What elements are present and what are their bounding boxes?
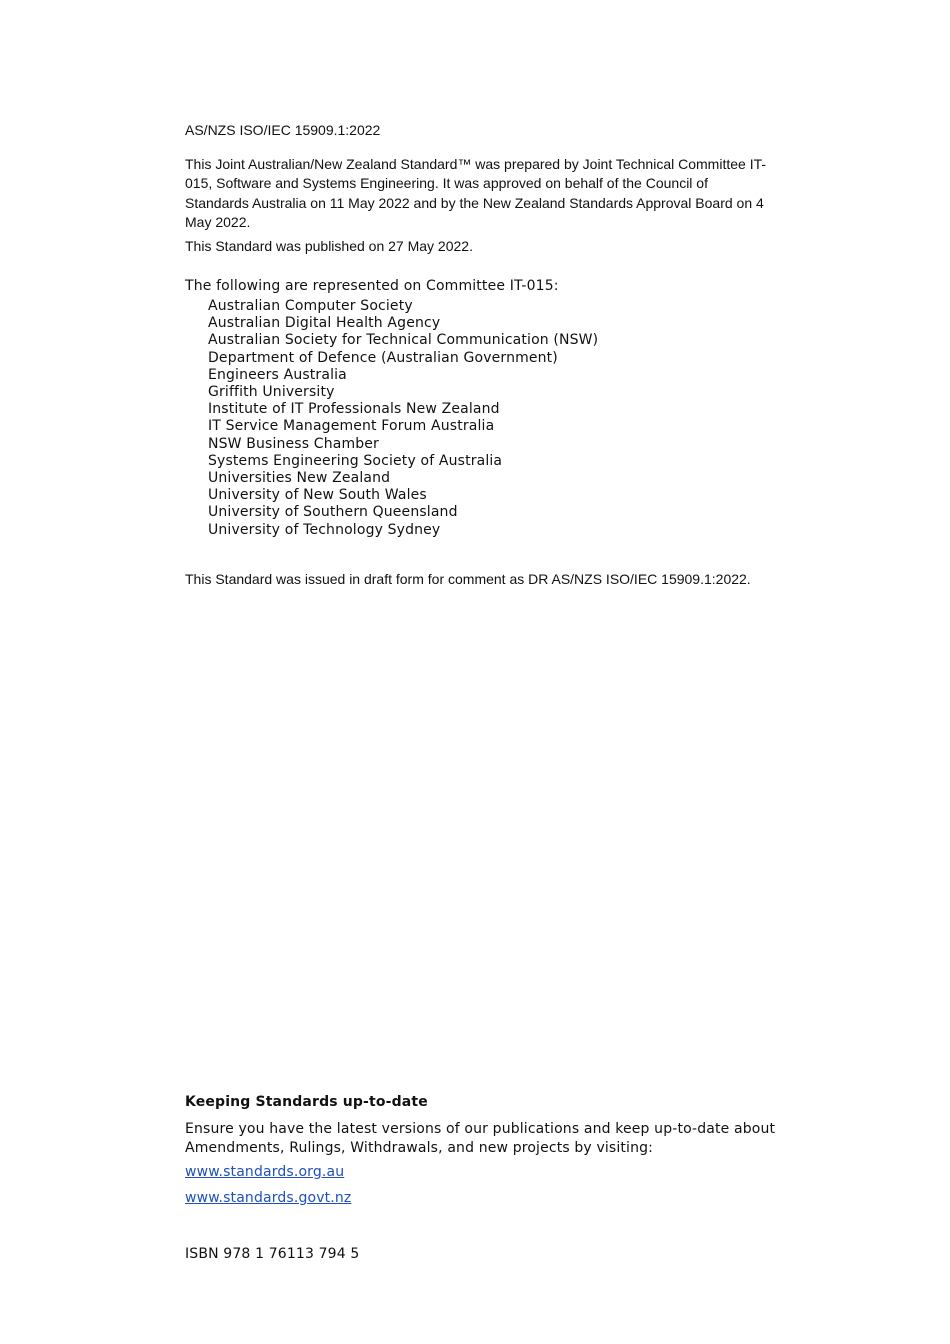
committee-member: IT Service Management Forum Australia <box>208 418 495 435</box>
committee-member: Australian Digital Health Agency <box>208 315 441 332</box>
committee-member-list <box>208 298 598 539</box>
committee-member: Department of Defence (Australian Government) <box>208 349 558 366</box>
published-statement: This Standard was published on 27 May 2022. <box>185 238 473 254</box>
isbn: ISBN 978 1 76113 794 5 <box>185 1246 360 1262</box>
committee-member: University of New South Wales <box>208 487 427 504</box>
standards-nz-link[interactable]: www.standards.govt.nz <box>185 1190 352 1206</box>
preparation-statement: This Joint Australian/New Zealand Standard™ was prepared by Joint Technical Committee IT-015, Software and Systems Engineering. It was approved on behalf of the Council of Standards Australia on 11 May 2022 and by the New Zealand Standards Approval Board on 4 May 2022. <box>185 156 767 230</box>
committee-member: Institute of IT Professionals New Zealand <box>208 401 500 418</box>
committee-member: Systems Engineering Society of Australia <box>208 452 503 469</box>
keeping-up-to-date-body: Ensure you have the latest versions of our publications and keep up-to-date about Amendments, Rulings, Withdrawals, and new projects by visiting: <box>185 1121 776 1157</box>
committee-member: Australian Computer Society <box>208 298 413 314</box>
committee-member: University of Southern Queensland <box>208 504 458 521</box>
committee-member: Engineers Australia <box>208 366 347 383</box>
committee-member: NSW Business Chamber <box>208 435 379 452</box>
committee-intro: The following are represented on Committee IT-015: <box>185 278 559 294</box>
committee-member: Australian Society for Technical Communication (NSW) <box>208 332 599 349</box>
committee-member: Universities New Zealand <box>208 470 391 487</box>
standard-designation: AS/NZS ISO/IEC 15909.1:2022 <box>185 122 381 138</box>
standards-australia-link[interactable]: www.standards.org.au <box>185 1164 345 1180</box>
draft-statement: This Standard was issued in draft form for comment as DR AS/NZS ISO/IEC 15909.1:2022. <box>185 571 751 587</box>
keeping-up-to-date-heading: Keeping Standards up-to-date <box>185 1094 428 1110</box>
committee-member: Griffith University <box>208 384 335 401</box>
committee-member: University of Technology Sydney <box>208 521 441 538</box>
